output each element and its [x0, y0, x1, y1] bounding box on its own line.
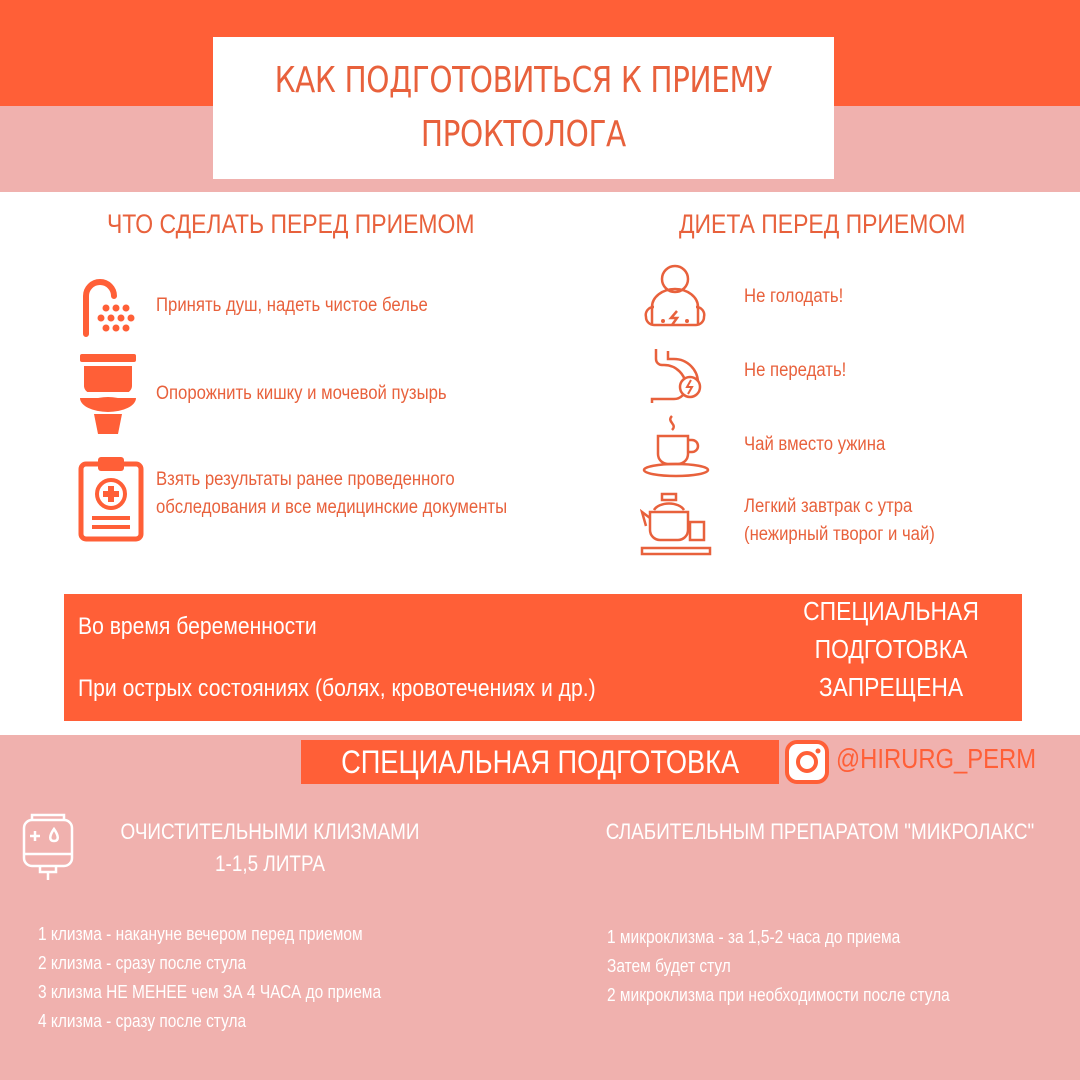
special-prep-heading: СПЕЦИАЛЬНАЯ ПОДГОТОВКА	[340, 743, 739, 780]
toilet-icon	[78, 352, 138, 436]
enema-step-4: 4 клизма - сразу после стула	[38, 1011, 247, 1031]
diet-item-1-text: Не голодать!	[744, 286, 844, 307]
enema-heading-line1: ОЧИСТИТЕЛЬНЫМИ КЛИЗМАМИ	[120, 819, 420, 844]
warning-pregnancy: Во время беременности	[78, 613, 317, 640]
diet-heading: ДИЕТА ПЕРЕД ПРИЕМОМ	[679, 209, 966, 239]
warning-acute: При острых состояниях (болях, кровотечениях и др.)	[78, 675, 596, 702]
instagram-handle[interactable]: @HIRURG_PERM	[836, 743, 1037, 774]
before-item-1-text: Принять душ, надеть чистое белье	[156, 295, 428, 316]
diet-item-4-line2: (нежирный творог и чай)	[744, 524, 935, 545]
page-title: КАК ПОДГОТОВИТЬСЯ К ПРИЕМУ ПРОКТОЛОГА	[274, 60, 773, 155]
special-prep-banner	[301, 740, 779, 784]
before-item-3-line1: Взять результаты ранее проведенного	[156, 469, 455, 490]
diet-item-4-line1: Легкий завтрак с утра	[744, 496, 913, 517]
hungry-person-icon	[640, 263, 710, 333]
before-item-3-line2: обследования и все медицинские документы	[156, 497, 508, 518]
microlax-step-2: Затем будет стул	[607, 956, 731, 976]
enema-heading	[115, 816, 425, 880]
warning-forbidden-line3: ЗАПРЕЩЕНА	[818, 672, 964, 702]
before-item-2-text: Опорожнить кишку и мочевой пузырь	[156, 383, 447, 404]
warning-forbidden	[785, 592, 996, 706]
title-card	[213, 37, 834, 179]
warning-forbidden-line2: ПОДГОТОВКА	[814, 634, 968, 664]
diet-item-2-text: Не передать!	[744, 360, 847, 381]
warning-forbidden-line1: СПЕЦИАЛЬНАЯ	[803, 596, 979, 626]
shower-icon	[78, 276, 138, 338]
instagram-icon[interactable]	[785, 740, 829, 784]
enema-heading-line2: 1-1,5 ЛИТРА	[215, 851, 325, 876]
enema-steps	[38, 920, 437, 1036]
diet-item-3-text: Чай вместо ужина	[744, 434, 886, 455]
microlax-steps	[607, 923, 1006, 1010]
enema-bag-icon	[20, 812, 76, 882]
enema-step-3: 3 клизма НЕ МЕНЕЕ чем ЗА 4 ЧАСА до приема	[38, 982, 382, 1002]
medical-clipboard-icon	[78, 454, 144, 542]
stomach-icon	[644, 347, 708, 405]
microlax-step-3: 2 микроклизма при необходимости после стула	[607, 985, 950, 1005]
before-visit-heading: ЧТО СДЕЛАТЬ ПЕРЕД ПРИЕМОМ	[107, 209, 475, 239]
microlax-heading: СЛАБИТЕЛЬНЫМ ПРЕПАРАТОМ "МИКРОЛАКС"	[605, 819, 1035, 844]
teapot-icon	[640, 490, 712, 558]
microlax-step-1: 1 микроклизма - за 1,5-2 часа до приема	[607, 927, 901, 947]
enema-step-2: 2 клизма - сразу после стула	[38, 953, 247, 973]
enema-step-1: 1 клизма - накануне вечером перед приемом	[38, 924, 363, 944]
tea-cup-icon	[642, 414, 710, 478]
